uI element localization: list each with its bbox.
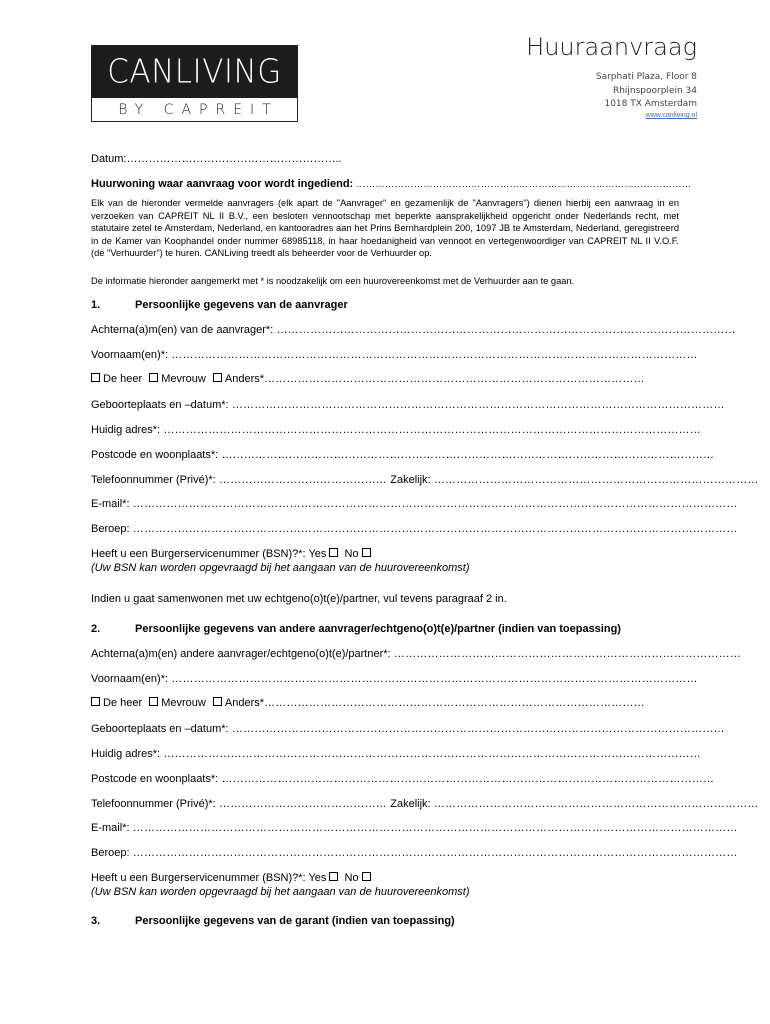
- s1-bsn-note: (Uw BSN kan worden opgevraagd bij het aangaan van de huurovereenkomst): [91, 562, 470, 574]
- s1-achternaam-label: Achterna(a)m(en) van de aanvrager*:: [91, 324, 274, 336]
- s2-zakelijk-label: Zakelijk:: [390, 798, 431, 810]
- s2-anders-label: Anders*: [224, 697, 265, 709]
- section-3-number: 3.: [91, 915, 101, 927]
- s1-heer-label: De heer: [103, 373, 143, 385]
- s2-beroep-field[interactable]: Beroep: ………………………………………………………………………………………………………………………………………………: [91, 847, 738, 859]
- s1-samenwonen-note: Indien u gaat samenwonen met uw echtgeno(o)t(e)/partner, vul tevens paragraaf 2 in.: [91, 593, 507, 605]
- section-1-number: 1.: [91, 299, 101, 311]
- s1-telefoon-row[interactable]: Telefoonnummer (Privé)*: ……………………………………… Zakelijk: ……………………………………………………………………………: [91, 474, 759, 486]
- s2-heer-label: De heer: [103, 697, 143, 709]
- address-line-1: Sarphati Plaza, Floor 8: [595, 72, 697, 82]
- s1-checkbox-heer[interactable]: [91, 373, 100, 382]
- canliving-logo: [91, 45, 298, 122]
- s1-bsn-row: [91, 548, 374, 560]
- address-line-3: 1018 TX Amsterdam: [604, 99, 697, 109]
- s1-bsn-no-checkbox[interactable]: [362, 548, 371, 557]
- s1-achternaam-field[interactable]: Achterna(a)m(en) van de aanvrager*: ……………………………………………………………………………………………………………: [91, 324, 736, 336]
- s2-checkbox-heer[interactable]: [91, 697, 100, 706]
- s1-email-field[interactable]: E-mail*: ………………………………………………………………………………………………………………………………………………: [91, 498, 738, 510]
- s2-bsn-note: (Uw BSN kan worden opgevraagd bij het aangaan van de huurovereenkomst): [91, 886, 470, 898]
- s2-postcode-field[interactable]: Postcode en woonplaats*: ……………………………………………………………………………………………………………………: [91, 773, 715, 785]
- address-line-2: Rhijnspoorplein 34: [612, 86, 697, 96]
- required-note: De informatie hieronder aangemerkt met * is noodzakelijk om een huurovereenkomst met de Verhuurder aan te gaan.: [91, 276, 575, 286]
- s2-achternaam-field[interactable]: Achterna(a)m(en) andere aanvrager/echtgeno(o)t(e)/partner*: …………………………………………………………………………………: [91, 648, 742, 660]
- s1-adres-field[interactable]: Huidig adres*: ………………………………………………………………………………………………………………………………: [91, 424, 701, 436]
- s1-checkbox-mevrouw[interactable]: [149, 373, 158, 382]
- intro-paragraph: Elk van de hieronder vermelde aanvragers (elk apart de "Aanvrager" en gezamenlijk de "Aanvragers") dienen hierbij een aanvraag in en verzoeken van CAPREIT NL II B.V., een besloten vennootschap met beperkte aansprakelijkheid opgericht onder Nederlands recht, met statutaire zetel te Amsterdam, Nederland, en kantooradres aan het Prins Bernhardplein 200, 1097 JB te Amsterdam, Nederland, geregistreerd in de Kamer van Koophandel onder nummer 68985118, in haar hoedanigheid van vennoot en vertegenwoordiger van CAPREIT NL II V.O.F. (de "Verhuurder") te huren. CANLiving treedt als beheerder voor de Verhuurder op.: [91, 198, 679, 259]
- woning-field[interactable]: Huurwoning waar aanvraag voor wordt ingediend: ……………………………………………………………………………………………: [91, 178, 692, 190]
- s1-voornaam-field[interactable]: Voornaam(en)*: ……………………………………………………………………………………………………………………………: [91, 349, 698, 361]
- section-2-title: Persoonlijke gegevens van andere aanvrager/echtgeno(o)t(e)/partner (indien van toepassing): [135, 623, 621, 635]
- s2-telefoon-row[interactable]: Telefoonnummer (Privé)*: ……………………………………… Zakelijk: ……………………………………………………………………………: [91, 798, 759, 810]
- s1-geboorte-field[interactable]: Geboorteplaats en –datum*: ……………………………………………………………………………………………………………………: [91, 399, 725, 411]
- s2-adres-field[interactable]: Huidig adres*: ………………………………………………………………………………………………………………………………: [91, 748, 701, 760]
- s2-email-label: E-mail*:: [91, 822, 130, 834]
- s1-voornaam-label: Voornaam(en)*:: [91, 349, 169, 361]
- s2-geboorte-label: Geboorteplaats en –datum*:: [91, 723, 229, 735]
- s2-bsn-row: [91, 872, 374, 884]
- s2-voornaam-field[interactable]: Voornaam(en)*: ……………………………………………………………………………………………………………………………: [91, 673, 698, 685]
- section-3-title: Persoonlijke gegevens van de garant (indien van toepassing): [135, 915, 455, 927]
- logo-text-bottom: BY CAPREIT: [118, 102, 279, 118]
- section-2-number: 2.: [91, 623, 101, 635]
- s1-checkbox-anders[interactable]: [213, 373, 222, 382]
- s1-aanhef-row: De heer Mevrouw Anders*…………………………………………………………………………………………: [91, 373, 681, 385]
- s2-geboorte-field[interactable]: Geboorteplaats en –datum*: ……………………………………………………………………………………………………………………: [91, 723, 725, 735]
- s1-geboorte-label: Geboorteplaats en –datum*:: [91, 399, 229, 411]
- datum-field[interactable]: Datum:…………………………………………………..: [91, 153, 342, 165]
- s2-postcode-label: Postcode en woonplaats*:: [91, 773, 219, 785]
- section-1-title: Persoonlijke gegevens van de aanvrager: [135, 299, 348, 311]
- s1-bsn-no-label: No: [344, 548, 359, 560]
- s2-email-field[interactable]: E-mail*: ………………………………………………………………………………………………………………………………………………: [91, 822, 738, 834]
- website-link[interactable]: www.canliving.nl: [645, 112, 697, 119]
- s1-telefoon-label: Telefoonnummer (Privé)*:: [91, 474, 216, 486]
- s2-checkbox-anders[interactable]: [213, 697, 222, 706]
- s1-postcode-label: Postcode en woonplaats*:: [91, 449, 219, 461]
- s2-achternaam-label: Achterna(a)m(en) andere aanvrager/echtgeno(o)t(e)/partner*:: [91, 648, 391, 660]
- page-title: Huuraanvraag: [526, 33, 697, 61]
- s2-bsn-no-checkbox[interactable]: [362, 872, 371, 881]
- s2-telefoon-label: Telefoonnummer (Privé)*:: [91, 798, 216, 810]
- s2-voornaam-label: Voornaam(en)*:: [91, 673, 169, 685]
- s2-checkbox-mevrouw[interactable]: [149, 697, 158, 706]
- s1-anders-label: Anders*: [224, 373, 265, 385]
- s1-beroep-label: Beroep:: [91, 523, 130, 535]
- s1-bsn-question: Heeft u een Burgerservicenummer (BSN)?*: Yes: [91, 548, 327, 560]
- s2-bsn-yes-checkbox[interactable]: [329, 872, 338, 881]
- s2-mevrouw-label: Mevrouw: [161, 697, 206, 709]
- s2-beroep-label: Beroep:: [91, 847, 130, 859]
- s1-beroep-field[interactable]: Beroep: ………………………………………………………………………………………………………………………………………………: [91, 523, 738, 535]
- woning-label: Huurwoning waar aanvraag voor wordt ingediend:: [91, 178, 354, 190]
- s2-bsn-no-label: No: [344, 872, 359, 884]
- s2-bsn-question: Heeft u een Burgerservicenummer (BSN)?*: Yes: [91, 872, 327, 884]
- s1-mevrouw-label: Mevrouw: [161, 373, 206, 385]
- s1-bsn-yes-checkbox[interactable]: [329, 548, 338, 557]
- s1-zakelijk-label: Zakelijk:: [390, 474, 431, 486]
- s1-postcode-field[interactable]: Postcode en woonplaats*: ……………………………………………………………………………………………………………………: [91, 449, 715, 461]
- s2-aanhef-row: De heer Mevrouw Anders*…………………………………………………………………………………………: [91, 697, 681, 709]
- s1-adres-label: Huidig adres*:: [91, 424, 161, 436]
- s2-adres-label: Huidig adres*:: [91, 748, 161, 760]
- logo-text-top: CANLIVING: [107, 53, 282, 91]
- s1-email-label: E-mail*:: [91, 498, 130, 510]
